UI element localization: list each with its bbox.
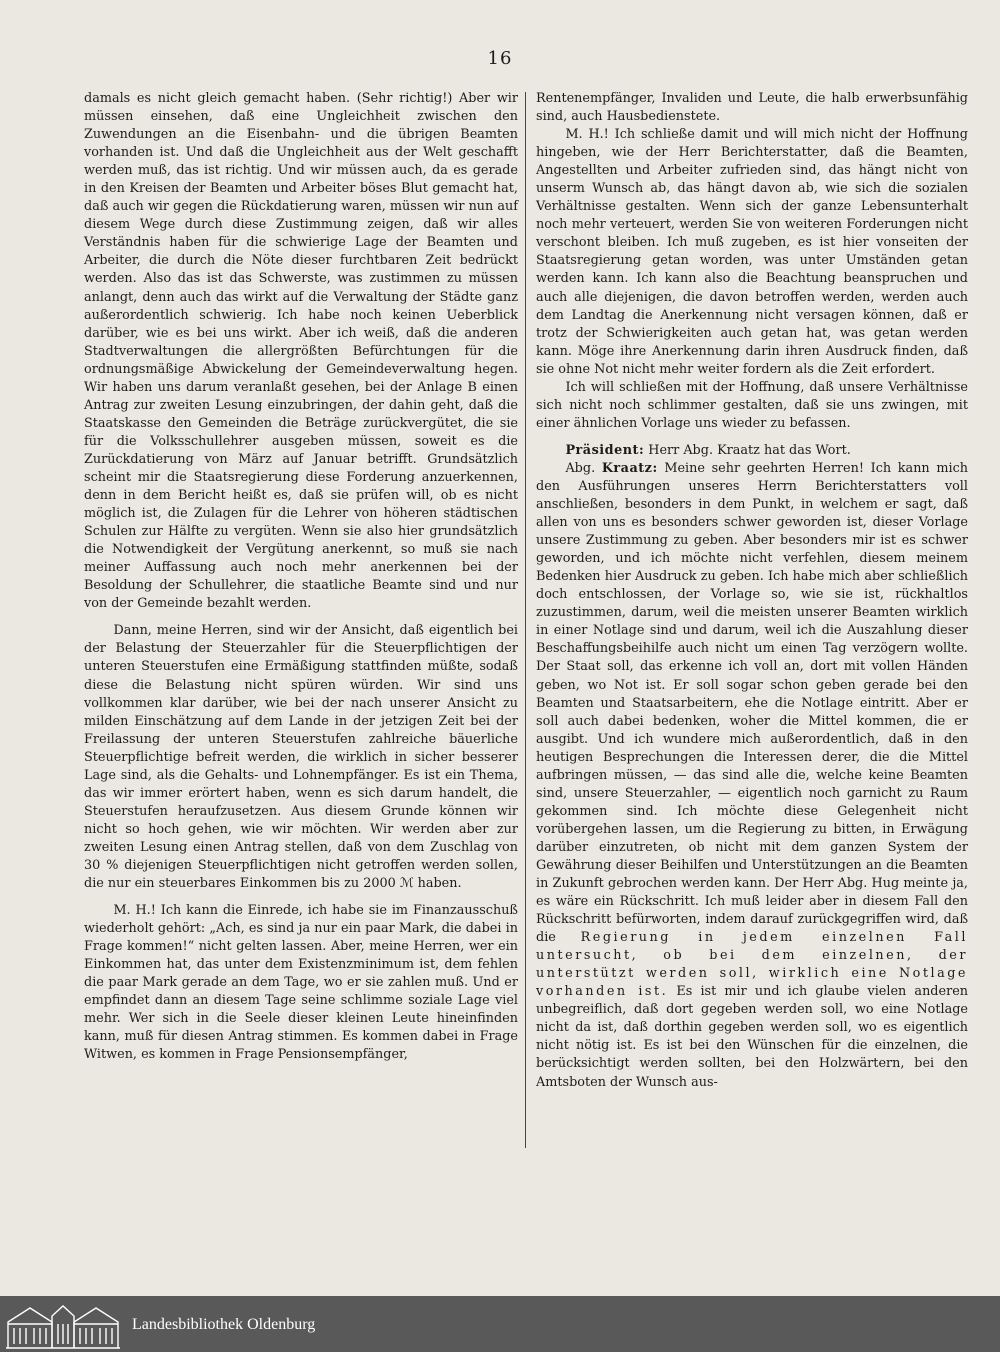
speech-paragraph xyxy=(536,460,968,1092)
paragraph: Dann, meine Herren, sind wir der Ansicht, daß eigentlich bei der Belastung der Steuerzahler für die Steuerpflichtigen der unteren Steuerstufen eine Ermäßigung stattfinden müßte, sodaß diese die Belastung nicht spüren würden. Wir sind uns vollkommen klar darüber, wie bei der nach unserer Ansicht zu milden Einschätzung auf dem Lande in der jetzigen Zeit bei der Freilassung der unteren Steuerstufen zahlreiche bäuerliche Steuerpflichtige befreit werden, die wirklich in sicher besserer Lage sind, als die Gehalts- und Lohnempfänger. Es ist ein Thema, das wir immer erörtert haben, wenn es sich darum handelt, die Steuerstufen heraufzusetzen. Aus diesem Grunde können wir nicht so hoch gehen, wie wir möchten. Wir werden aber zur zweiten Lesung einen Antrag stellen, daß von dem Zuschlag von 30 % diejenigen Steuerpflichtigen nicht getroffen werden sollen, die nur ein steuerbares Einkommen bis zu 2000 ℳ haben. xyxy=(84,623,518,892)
speech-spaced-text: Regierung in jedem einzelnen Fall untersucht, ob bei dem einzelnen, der unterstützt werden soll, wirklich eine Notlage vorhanden ist. xyxy=(536,930,968,1000)
speech-text: Meine sehr geehrten Herren! Ich kann mich den Ausführungen unseres Herrn Berichterstatters voll anschließen, besonders in dem Punkt, in welchem er sagt, daß allen von uns es besonders schwer geworden ist, dieser Vorlage unsere Zustimmung zu geben. Aber besonders mir ist es schwer geworden, und ich möchte nicht verfehlen, diesem meinem Bedenken hier Ausdruck zu geben. Ich habe mich aber schließlich doch entschlossen, der Vorlage so, wie sie ist, rückhaltlos zuzustimmen, darum, weil die meisten unserer Beamten wirklich in einer Notlage sind und darum, weil ich die Auszahlung dieser Beschaffungsbeihilfe auch nicht um einen Tag verzögern wollte. Der Staat soll, das erkenne ich voll an, dort mit vollen Händen geben, wo Not ist. Er soll sogar schon geben gerade bei den Beamten und Staatsarbeitern, ehe die Notlage eintritt. Aber er soll auch dabei bedenken, woher die Mittel kommen, die er ausgibt. Und ich wundere mich außerordentlich, daß in den heutigen Besprechungen die Interessen derer, die die Mittel aufbringen müssen, — das sind alle die, welche keine Beamten sind, unsere Steuerzahler, — eigentlich noch garnicht zu Raum gekommen sind. Ich möchte diese Gelegenheit nicht vorübergehen lassen, um die Regierung zu bitten, in Erwägung darüber einzutreten, ob nicht mit dem ganzen System der Gewährung dieser Beihilfen und Unterstützungen an die Beamten in Zukunft gebrochen werden kann. Der Herr Abg. Hug meinte ja, es wäre ein Rückschritt. Ich muß leider aber in diesem Fall den Rückschritt befürworten, indem darauf zurückgegriffen wird, daß die xyxy=(536,460,968,946)
paragraph: M. H.! Ich kann die Einrede, ich habe sie im Finanzausschuß wiederholt gehört: „Ach, es sind ja nur ein paar Mark, die dabei in Frage kommen!“ nicht gelten lassen. Aber, meine Herren, wer ein Einkommen hat, das unter dem Existenzminimum ist, dem fehlen die paar Mark gerade an dem Tage, wo er sie zahlen muß. Und er empfindet dann an diesem Tage seine schlimme soziale Lage viel mehr. Wer sich in die Seele dieser kleinen Leute hineinfinden kann, muß für diesen Antrag stimmen. Es kommen dabei in Frage Witwen, es kommen in Frage Pensionsempfänger, xyxy=(84,903,518,1063)
paragraph: Ich will schließen mit der Hoffnung, daß unsere Verhältnisse sich nicht noch schlimmer gestalten, daß sie uns zwingen, mit einer ähnlichen Vorlage uns wieder zu befassen. xyxy=(536,379,968,431)
library-building-icon xyxy=(4,1300,122,1350)
president-text: Herr Abg. Kraatz hat das Wort. xyxy=(648,442,851,458)
footer-bar xyxy=(0,1296,1000,1352)
paragraph: Rentenempfänger, Invaliden und Leute, die halb erwerbsunfähig sind, auch Hausbedienstete. xyxy=(536,91,968,125)
speaker-name: Kraatz: xyxy=(601,460,658,476)
right-column xyxy=(536,90,968,1092)
footer-label: Landesbibliothek Oldenburg xyxy=(132,1316,316,1333)
paragraph: M. H.! Ich schließe damit und will mich nicht der Hoffnung hingeben, wie der Herr Berichterstatter, daß die Beamten, Angestellten und Arbeiter zufrieden sind, das hängt nicht von unserm Wunsch ab, das hängt davon ab, wie sich die sozialen Verhältnisse gestalten. Wenn sich der ganze Lebensunterhalt noch mehr verteuert, werden Sie von weiteren Forderungen nicht verschont bleiben. Ich muß zugeben, es ist hier vonseiten der Staatsregierung getan worden, was unter Umständen getan werden kann. Ich kann also die Beachtung beanspruchen und auch alle diejenigen, die davon betroffen werden, werden auch dem Landtag die Anerkennung nicht versagen können, daß er trotz der Schwierigkeiten auch getan hat, was getan werden kann. Möge ihre Anerkennung darin ihren Ausdruck finden, daß sie ohne Not nicht mehr weiter fordern als die Zeit erfordert. xyxy=(536,127,968,377)
speech-text-end: Es ist mir und ich glaube vielen anderen unbegreiflich, daß dort gegeben werden soll, wo eine Notlage nicht da ist, daß dorthin gegeben werden soll, wo es eigentlich nicht nötig ist. Es ist bei den Wünschen für die einzelnen, die berücksichtigt werden sollten, bei den Holzwärtern, bei den Amtsboten der Wunsch aus- xyxy=(536,984,969,1090)
page-number: 16 xyxy=(487,48,513,69)
paragraph: damals es nicht gleich gemacht haben. (Sehr richtig!) Aber wir müssen einsehen, daß eine Ungleichheit zwischen den Zuwendungen an die Eisenbahn- und die übrigen Beamten vorhanden ist. Und daß die Ungleichheit aus der Welt geschafft werden muß, das ist richtig. Und wir müssen auch, da es gerade in den Kreisen der Beamten und Arbeiter böses Blut gemacht hat, daß auch wir gegen die Rückdatierung waren, müssen wir nun auf diesem Wege durch diese Zustimmung zeigen, daß wir alles Verständnis haben für die schwierige Lage der Beamten und Arbeiter, die durch die Nöte dieser furchtbaren Zeit bedrückt werden. Also das ist das Schwerste, was zustimmen zu müssen anlangt, denn auch das wirkt auf die Verwaltung der Städte ganz außerordentlich schwierig. Ich habe noch keinen Ueberblick darüber, wie es bei uns wirkt. Aber ich weiß, daß die anderen Stadtverwaltungen die allergrößten Befürchtungen für die ordnungsmäßige Abwickelung der Gemeindeverwaltung hegen. Wir haben uns darum veranlaßt gesehen, bei der Anlage B einen Antrag zur zweiten Lesung einzubringen, der dahin geht, daß die Staatskasse den Gemeinden die Beträge zurückvergütet, die sie für die Volksschullehrer ausgeben müssen, soweit es die Zurückdatierung von März auf Januar betrifft. Grundsätzlich scheint mir die Staatsregierung diese Forderung anzuerkennen, denn in dem Bericht heißt es, daß sie prüfen will, ob es nicht möglich ist, die Zulagen für die Lehrer von höheren städtischen Schulen zur Hälfte zu vergüten. Wenn sie also hier grundsätzlich die Notwendigkeit der Vergütung anerkennt, so muß sie nach meiner Auffassung auch noch mehr anerkennen bei der Besoldung der Schullehrer, die staatliche Beamte sind und nur von der Gemeinde bezahlt werden. xyxy=(84,91,518,612)
left-column xyxy=(84,90,518,1064)
speaker-prefix: Abg. xyxy=(565,460,596,476)
president-statement xyxy=(536,442,968,460)
president-label: Präsident: xyxy=(565,442,645,458)
column-divider xyxy=(525,92,526,1148)
